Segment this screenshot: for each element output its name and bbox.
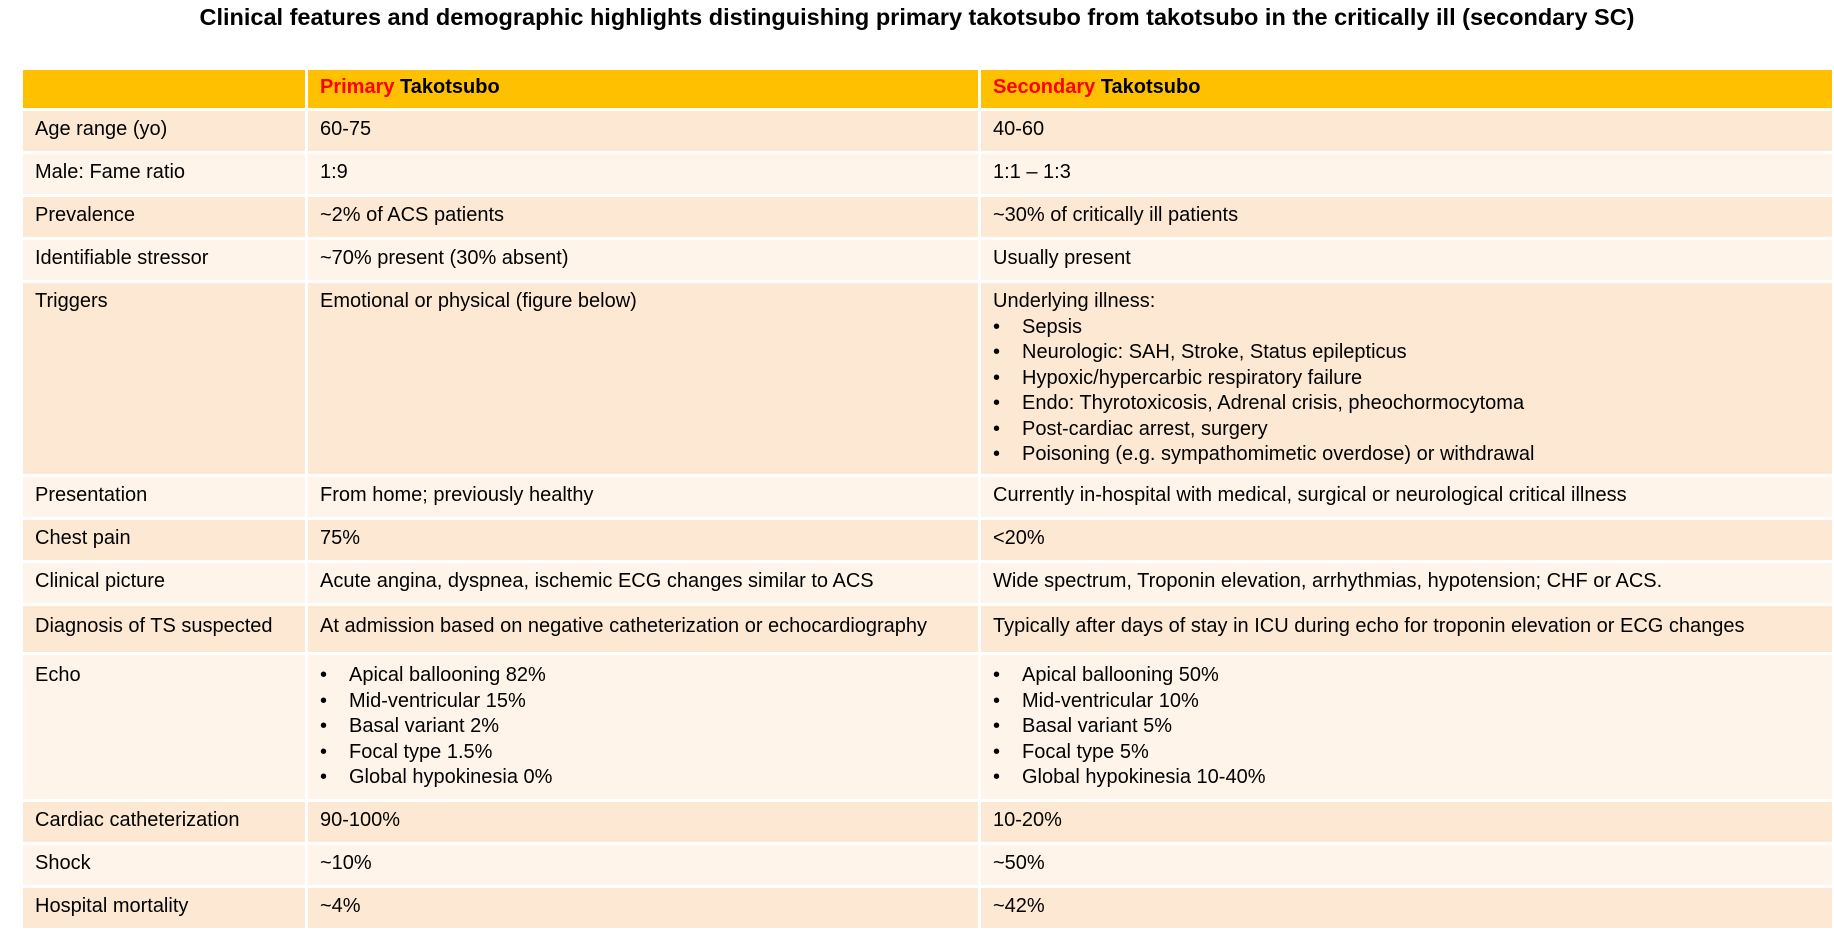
echo-primary-list [320, 663, 966, 791]
page-title: Clinical features and demographic highlights distinguishing primary takotsubo from takotsubo in the critically ill (secondary SC) [199, 4, 1635, 30]
primary-cell: 90-100% [307, 801, 980, 844]
list-item: • Neurologic: SAH, Stroke, Status epilepticus [993, 340, 1820, 366]
list-item: • Apical ballooning 82% [320, 663, 966, 689]
secondary-cell: Wide spectrum, Troponin elevation, arrhythmias, hypotension; CHF or ACS. [980, 562, 1834, 605]
list-item: • Basal variant 2% [320, 714, 966, 740]
list-item: • Global hypokinesia 0% [320, 765, 966, 791]
row-label: Male: Fame ratio [22, 153, 307, 196]
header-secondary [980, 69, 1834, 110]
primary-cell: At admission based on negative catheterization or echocardiography [307, 605, 980, 654]
secondary-cell: ~50% [980, 844, 1834, 887]
header-primary-highlight: Primary [320, 76, 395, 98]
triggers-intro: Underlying illness: [993, 290, 1156, 312]
row-label: Chest pain [22, 519, 307, 562]
table-row [22, 519, 1834, 562]
table-row [22, 282, 1834, 476]
row-label: Identifiable stressor [22, 239, 307, 282]
secondary-cell: <20% [980, 519, 1834, 562]
primary-cell: 75% [307, 519, 980, 562]
table-row [22, 196, 1834, 239]
secondary-cell: Usually present [980, 239, 1834, 282]
primary-cell: Acute angina, dyspnea, ischemic ECG changes similar to ACS [307, 562, 980, 605]
triggers-list [993, 315, 1820, 468]
table-row [22, 801, 1834, 844]
list-item: • Endo: Thyrotoxicosis, Adrenal crisis, pheochormocytoma [993, 391, 1820, 417]
row-label: Shock [22, 844, 307, 887]
table-row [22, 887, 1834, 930]
table-row [22, 654, 1834, 801]
primary-cell: From home; previously healthy [307, 476, 980, 519]
list-item: • Post-cardiac arrest, surgery [993, 417, 1820, 443]
primary-cell: ~2% of ACS patients [307, 196, 980, 239]
primary-cell: ~70% present (30% absent) [307, 239, 980, 282]
list-item: • Hypoxic/hypercarbic respiratory failure [993, 366, 1820, 392]
header-primary-suffix: Takotsubo [394, 76, 500, 98]
table-row [22, 844, 1834, 887]
table-row [22, 605, 1834, 654]
secondary-cell: ~30% of critically ill patients [980, 196, 1834, 239]
secondary-cell: ~42% [980, 887, 1834, 930]
secondary-cell: 40-60 [980, 110, 1834, 153]
list-item: • Apical ballooning 50% [993, 663, 1820, 689]
secondary-cell [980, 282, 1834, 476]
row-label: Diagnosis of TS suspected [22, 605, 307, 654]
primary-cell: 1:9 [307, 153, 980, 196]
comparison-table [20, 67, 1834, 931]
list-item: • Poisoning (e.g. sympathomimetic overdose) or withdrawal [993, 442, 1820, 468]
list-item: • Mid-ventricular 15% [320, 689, 966, 715]
header-feature [22, 69, 307, 110]
row-label: Prevalence [22, 196, 307, 239]
row-label: Age range (yo) [22, 110, 307, 153]
primary-cell: ~10% [307, 844, 980, 887]
header-secondary-highlight: Secondary [993, 76, 1096, 98]
row-label: Cardiac catheterization [22, 801, 307, 844]
table-row [22, 239, 1834, 282]
list-item: • Basal variant 5% [993, 714, 1820, 740]
row-label: Echo [22, 654, 307, 801]
row-label: Triggers [22, 282, 307, 476]
list-item: • Focal type 1.5% [320, 740, 966, 766]
secondary-cell: Currently in-hospital with medical, surgical or neurological critical illness [980, 476, 1834, 519]
secondary-cell [980, 654, 1834, 801]
primary-cell: ~4% [307, 887, 980, 930]
header-primary [307, 69, 980, 110]
header-secondary-suffix: Takotsubo [1095, 76, 1201, 98]
secondary-cell: 1:1 – 1:3 [980, 153, 1834, 196]
table-row [22, 562, 1834, 605]
primary-cell: Emotional or physical (figure below) [307, 282, 980, 476]
secondary-cell: Typically after days of stay in ICU during echo for troponin elevation or ECG changes [980, 605, 1834, 654]
table-row [22, 110, 1834, 153]
table-header-row [22, 69, 1834, 110]
list-item: • Global hypokinesia 10-40% [993, 765, 1820, 791]
row-label: Hospital mortality [22, 887, 307, 930]
row-label: Presentation [22, 476, 307, 519]
primary-cell: 60-75 [307, 110, 980, 153]
list-item: • Sepsis [993, 315, 1820, 341]
primary-cell [307, 654, 980, 801]
table-row [22, 153, 1834, 196]
secondary-cell: 10-20% [980, 801, 1834, 844]
list-item: • Focal type 5% [993, 740, 1820, 766]
table-row [22, 476, 1834, 519]
row-label: Clinical picture [22, 562, 307, 605]
echo-secondary-list [993, 663, 1820, 791]
list-item: • Mid-ventricular 10% [993, 689, 1820, 715]
